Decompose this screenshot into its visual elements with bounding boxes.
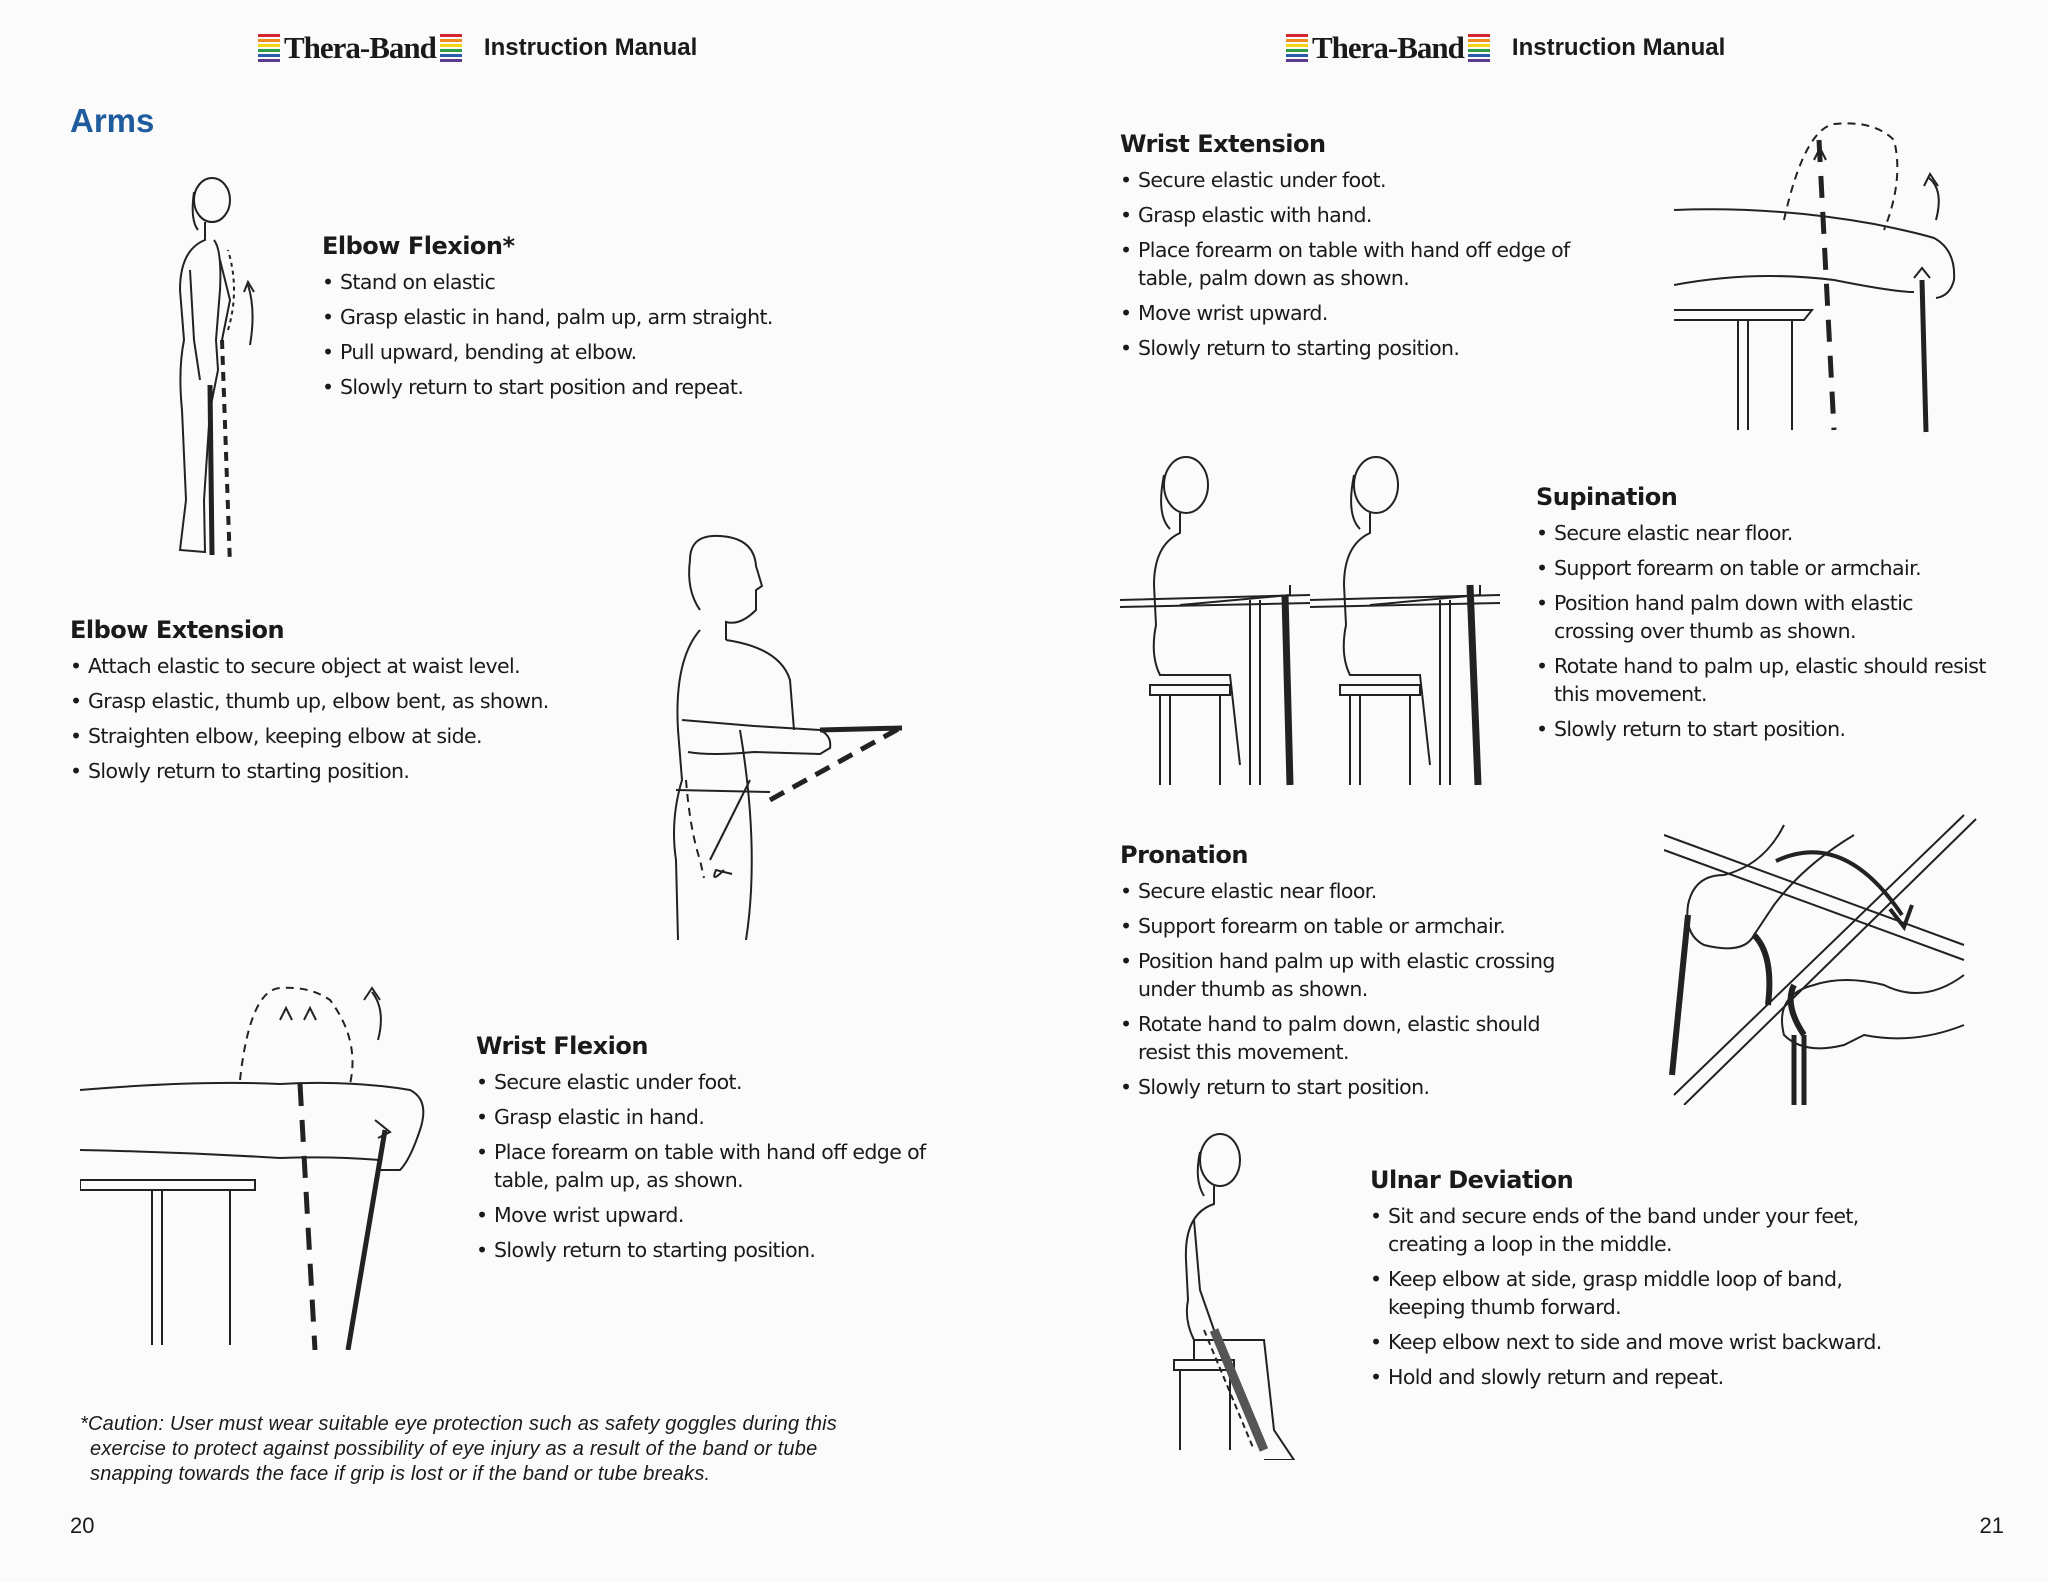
supination-title: Supination bbox=[1536, 483, 1678, 511]
caution-line-1: *Caution: User must wear suitable eye protection such as safety goggles during this bbox=[80, 1413, 837, 1435]
wrist-flexion-step-3: • Place forearm on table with hand off edge of table, palm up, as shown. bbox=[476, 1138, 946, 1194]
ulnar-deviation-title: Ulnar Deviation bbox=[1370, 1166, 1574, 1194]
elbow-flexion-step-2: • Grasp elastic in hand, palm up, arm straight. bbox=[322, 303, 802, 331]
pronation-step-3: • Position hand palm up with elastic crossing under thumb as shown. bbox=[1120, 947, 1570, 1003]
caution-line-2: exercise to protect against possibility of eye injury as a result of the band or tube bbox=[90, 1438, 818, 1460]
elbow-extension-block bbox=[70, 616, 630, 792]
pronation-step-1: • Secure elastic near floor. bbox=[1120, 877, 1570, 905]
ulnar-deviation-step-4: • Hold and slowly return and repeat. bbox=[1370, 1363, 1890, 1391]
thera-band-logo bbox=[258, 30, 462, 66]
ulnar-deviation-block bbox=[1370, 1166, 1890, 1398]
wrist-flexion-block bbox=[476, 1032, 946, 1271]
caution-line-3: snapping towards the face if grip is lost or if the band or tube breaks. bbox=[90, 1463, 711, 1485]
wrist-flexion-step-5: • Slowly return to starting position. bbox=[476, 1236, 946, 1264]
pronation-step-5: • Slowly return to start position. bbox=[1120, 1073, 1570, 1101]
ulnar-deviation-illustration bbox=[1154, 1130, 1354, 1460]
caution-note bbox=[80, 1412, 940, 1487]
ulnar-deviation-step-3: • Keep elbow next to side and move wrist backward. bbox=[1370, 1328, 1890, 1356]
header-title: Instruction Manual bbox=[483, 34, 698, 61]
wrist-flexion-step-2: • Grasp elastic in hand. bbox=[476, 1103, 946, 1131]
logo-wordmark: Thera-Band bbox=[284, 30, 436, 65]
supination-step-4: • Rotate hand to palm up, elastic should resist this movement. bbox=[1536, 652, 1986, 708]
wrist-extension-step-1: • Secure elastic under foot. bbox=[1120, 166, 1570, 194]
elbow-flexion-step-4: • Slowly return to start position and repeat. bbox=[322, 373, 802, 401]
ulnar-deviation-step-2: • Keep elbow at side, grasp middle loop of band, keeping thumb forward. bbox=[1370, 1265, 1890, 1321]
logo-stripes-right bbox=[1468, 34, 1490, 62]
elbow-extension-title: Elbow Extension bbox=[70, 616, 285, 644]
elbow-extension-step-1: • Attach elastic to secure object at waist level. bbox=[70, 652, 630, 680]
elbow-extension-step-2: • Grasp elastic, thumb up, elbow bent, as shown. bbox=[70, 687, 630, 715]
supination-step-3: • Position hand palm down with elastic crossing over thumb as shown. bbox=[1536, 589, 1986, 645]
ulnar-deviation-step-1: • Sit and secure ends of the band under your feet, creating a loop in the middle. bbox=[1370, 1202, 1890, 1258]
wrist-flexion-step-1: • Secure elastic under foot. bbox=[476, 1068, 946, 1096]
header bbox=[258, 30, 697, 66]
logo-stripes-left bbox=[258, 34, 280, 62]
header-title-right: Instruction Manual bbox=[1511, 34, 1726, 61]
pronation-block bbox=[1120, 841, 1570, 1108]
page-number-left: 20 bbox=[70, 1513, 95, 1538]
pronation-illustration bbox=[1664, 805, 1994, 1105]
wrist-extension-title: Wrist Extension bbox=[1120, 130, 1326, 158]
wrist-extension-step-2: • Grasp elastic with hand. bbox=[1120, 201, 1570, 229]
wrist-extension-illustration bbox=[1674, 120, 2004, 435]
supination-block bbox=[1536, 483, 1986, 750]
logo-stripes-left bbox=[1286, 34, 1308, 62]
elbow-flexion-title: Elbow Flexion* bbox=[322, 232, 515, 260]
seated-figure-end bbox=[1310, 457, 1500, 785]
wrist-flexion-title: Wrist Flexion bbox=[476, 1032, 648, 1060]
elbow-extension-illustration bbox=[670, 530, 910, 940]
wrist-extension-step-5: • Slowly return to starting position. bbox=[1120, 334, 1570, 362]
elbow-flexion-block bbox=[322, 232, 802, 408]
header-right bbox=[1286, 30, 1725, 66]
supination-step-1: • Secure elastic near floor. bbox=[1536, 519, 1986, 547]
wrist-extension-block bbox=[1120, 130, 1570, 369]
logo-wordmark: Thera-Band bbox=[1312, 30, 1464, 65]
seated-figure-start bbox=[1120, 457, 1310, 785]
right-page bbox=[1024, 0, 2048, 1582]
pronation-title: Pronation bbox=[1120, 841, 1248, 869]
section-title: Arms bbox=[70, 102, 155, 139]
elbow-extension-step-4: • Slowly return to starting position. bbox=[70, 757, 630, 785]
pronation-step-2: • Support forearm on table or armchair. bbox=[1120, 912, 1570, 940]
elbow-flexion-illustration bbox=[150, 170, 270, 560]
elbow-flexion-step-1: • Stand on elastic bbox=[322, 268, 802, 296]
wrist-flexion-illustration bbox=[80, 980, 440, 1350]
supination-illustration bbox=[1120, 445, 1530, 795]
elbow-extension-step-3: • Straighten elbow, keeping elbow at side. bbox=[70, 722, 630, 750]
pronation-step-4: • Rotate hand to palm down, elastic should resist this movement. bbox=[1120, 1010, 1570, 1066]
elbow-flexion-step-3: • Pull upward, bending at elbow. bbox=[322, 338, 802, 366]
logo-stripes-right bbox=[440, 34, 462, 62]
thera-band-logo-right bbox=[1286, 30, 1490, 66]
supination-step-5: • Slowly return to start position. bbox=[1536, 715, 1986, 743]
page-number-right: 21 bbox=[1979, 1513, 2004, 1538]
wrist-extension-step-4: • Move wrist upward. bbox=[1120, 299, 1570, 327]
wrist-flexion-step-4: • Move wrist upward. bbox=[476, 1201, 946, 1229]
supination-step-2: • Support forearm on table or armchair. bbox=[1536, 554, 1986, 582]
wrist-extension-step-3: • Place forearm on table with hand off edge of table, palm down as shown. bbox=[1120, 236, 1570, 292]
